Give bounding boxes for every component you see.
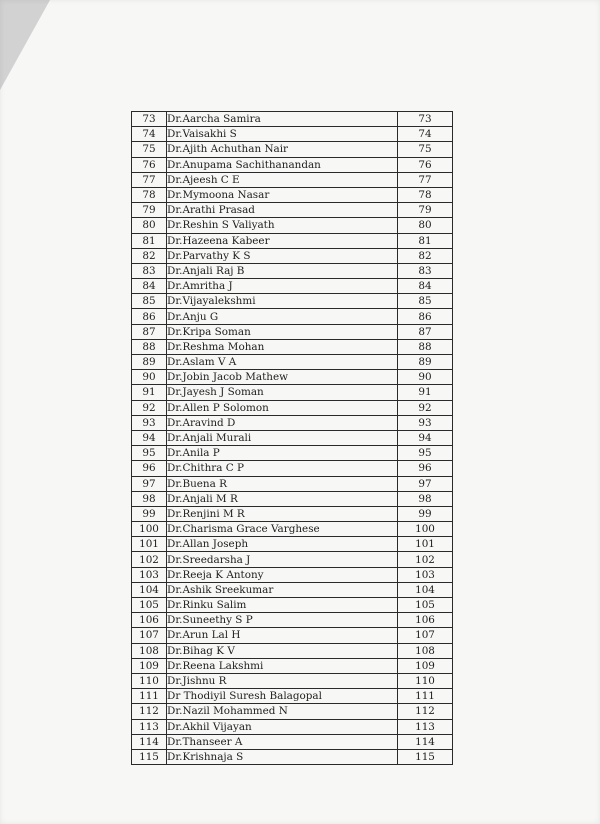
table-row — [132, 567, 453, 582]
roll-number-cell: 92 — [398, 400, 453, 415]
roll-number-cell: 94 — [398, 430, 453, 445]
doctor-name-cell: Dr.Reshma Mohan — [167, 339, 398, 354]
roll-number-cell: 104 — [398, 582, 453, 597]
doctor-name-cell: Dr.Ajith Achuthan Nair — [167, 142, 398, 157]
roll-number-cell: 90 — [398, 370, 453, 385]
roll-number-cell: 103 — [398, 567, 453, 582]
doctor-name-cell: Dr.Jobin Jacob Mathew — [167, 370, 398, 385]
roll-number-cell: 106 — [398, 613, 453, 628]
roll-number-cell: 113 — [398, 719, 453, 734]
table-row — [132, 309, 453, 324]
doctor-name-cell: Dr.Kripa Soman — [167, 324, 398, 339]
doctor-name-cell: Dr.Arun Lal H — [167, 628, 398, 643]
doctor-name-cell: Dr.Aarcha Samira — [167, 112, 398, 127]
table-row — [132, 628, 453, 643]
doctor-name-cell: Dr.Jishnu R — [167, 673, 398, 688]
serial-number-cell: 76 — [132, 157, 167, 172]
roll-number-cell: 108 — [398, 643, 453, 658]
serial-number-cell: 112 — [132, 704, 167, 719]
doctor-name-cell: Dr.Aslam V A — [167, 355, 398, 370]
doctor-name-cell: Dr.Allen P Solomon — [167, 400, 398, 415]
doctor-name-cell: Dr.Charisma Grace Varghese — [167, 522, 398, 537]
roll-number-cell: 80 — [398, 218, 453, 233]
folded-corner — [0, 0, 50, 90]
serial-number-cell: 96 — [132, 461, 167, 476]
serial-number-cell: 108 — [132, 643, 167, 658]
serial-number-cell: 81 — [132, 233, 167, 248]
serial-number-cell: 82 — [132, 248, 167, 263]
roll-number-cell: 77 — [398, 172, 453, 187]
table-row — [132, 324, 453, 339]
roll-number-cell: 114 — [398, 734, 453, 749]
doctor-name-cell: Dr.Sreedarsha J — [167, 552, 398, 567]
doctor-name-cell: Dr.Aravind D — [167, 415, 398, 430]
table-row — [132, 415, 453, 430]
doctor-name-cell: Dr.Buena R — [167, 476, 398, 491]
roll-number-cell: 98 — [398, 491, 453, 506]
table-row — [132, 142, 453, 157]
roll-number-cell: 83 — [398, 263, 453, 278]
serial-number-cell: 90 — [132, 370, 167, 385]
table-row — [132, 461, 453, 476]
table-row — [132, 582, 453, 597]
table-row — [132, 552, 453, 567]
doctor-name-cell: Dr.Reena Lakshmi — [167, 658, 398, 673]
serial-number-cell: 91 — [132, 385, 167, 400]
roll-number-cell: 105 — [398, 598, 453, 613]
doctor-list-table — [131, 111, 453, 765]
serial-number-cell: 83 — [132, 263, 167, 278]
serial-number-cell: 102 — [132, 552, 167, 567]
table-row — [132, 263, 453, 278]
serial-number-cell: 98 — [132, 491, 167, 506]
table-row — [132, 598, 453, 613]
table-row — [132, 187, 453, 202]
table-row — [132, 734, 453, 749]
serial-number-cell: 101 — [132, 537, 167, 552]
serial-number-cell: 80 — [132, 218, 167, 233]
table-row — [132, 430, 453, 445]
doctor-name-cell: Dr.Ajeesh C E — [167, 172, 398, 187]
table-row — [132, 233, 453, 248]
serial-number-cell: 106 — [132, 613, 167, 628]
table-row — [132, 355, 453, 370]
doctor-name-cell: Dr.Akhil Vijayan — [167, 719, 398, 734]
doctor-name-cell: Dr.Reshin S Valiyath — [167, 218, 398, 233]
serial-number-cell: 95 — [132, 446, 167, 461]
roll-number-cell: 112 — [398, 704, 453, 719]
serial-number-cell: 100 — [132, 522, 167, 537]
doctor-name-cell: Dr.Anupama Sachithanandan — [167, 157, 398, 172]
roll-number-cell: 84 — [398, 279, 453, 294]
roll-number-cell: 96 — [398, 461, 453, 476]
table-row — [132, 506, 453, 521]
serial-number-cell: 86 — [132, 309, 167, 324]
roll-number-cell: 107 — [398, 628, 453, 643]
doctor-name-cell: Dr.Vijayalekshmi — [167, 294, 398, 309]
doctor-name-cell: Dr.Anjali M R — [167, 491, 398, 506]
doctor-name-cell: Dr.Nazil Mohammed N — [167, 704, 398, 719]
doctor-name-cell: Dr.Ashik Sreekumar — [167, 582, 398, 597]
roll-number-cell: 82 — [398, 248, 453, 263]
roll-number-cell: 111 — [398, 689, 453, 704]
roll-number-cell: 76 — [398, 157, 453, 172]
table-row — [132, 127, 453, 142]
roll-number-cell: 75 — [398, 142, 453, 157]
table-row — [132, 294, 453, 309]
roll-number-cell: 99 — [398, 506, 453, 521]
table-row — [132, 172, 453, 187]
doctor-name-cell: Dr.Amritha J — [167, 279, 398, 294]
doctor-name-cell: Dr.Parvathy K S — [167, 248, 398, 263]
table-row — [132, 491, 453, 506]
doctor-name-cell: Dr.Vaisakhi S — [167, 127, 398, 142]
table-row — [132, 203, 453, 218]
doctor-name-cell: Dr.Bihag K V — [167, 643, 398, 658]
table-row — [132, 157, 453, 172]
table-row — [132, 248, 453, 263]
table-row — [132, 658, 453, 673]
roll-number-cell: 115 — [398, 749, 453, 764]
serial-number-cell: 87 — [132, 324, 167, 339]
roll-number-cell: 78 — [398, 187, 453, 202]
doctor-name-cell: Dr.Chithra C P — [167, 461, 398, 476]
table-row — [132, 400, 453, 415]
doctor-name-cell: Dr.Anju G — [167, 309, 398, 324]
serial-number-cell: 115 — [132, 749, 167, 764]
serial-number-cell: 88 — [132, 339, 167, 354]
serial-number-cell: 110 — [132, 673, 167, 688]
doctor-name-cell: Dr.Jayesh J Soman — [167, 385, 398, 400]
table-row — [132, 446, 453, 461]
serial-number-cell: 105 — [132, 598, 167, 613]
roll-number-cell: 97 — [398, 476, 453, 491]
roll-number-cell: 88 — [398, 339, 453, 354]
table-row — [132, 370, 453, 385]
serial-number-cell: 113 — [132, 719, 167, 734]
serial-number-cell: 89 — [132, 355, 167, 370]
roll-number-cell: 91 — [398, 385, 453, 400]
doctor-name-cell: Dr.Anila P — [167, 446, 398, 461]
serial-number-cell: 104 — [132, 582, 167, 597]
table-row — [132, 537, 453, 552]
roll-number-cell: 95 — [398, 446, 453, 461]
serial-number-cell: 93 — [132, 415, 167, 430]
roll-number-cell: 85 — [398, 294, 453, 309]
table-row — [132, 643, 453, 658]
doctor-name-cell: Dr.Anjali Murali — [167, 430, 398, 445]
roll-number-cell: 81 — [398, 233, 453, 248]
table-row — [132, 218, 453, 233]
doctor-name-cell: Dr.Reeja K Antony — [167, 567, 398, 582]
roll-number-cell: 79 — [398, 203, 453, 218]
roll-number-cell: 87 — [398, 324, 453, 339]
doctor-name-cell: Dr Thodiyil Suresh Balagopal — [167, 689, 398, 704]
serial-number-cell: 84 — [132, 279, 167, 294]
table-row — [132, 522, 453, 537]
doctor-name-cell: Dr.Allan Joseph — [167, 537, 398, 552]
doctor-name-cell: Dr.Hazeena Kabeer — [167, 233, 398, 248]
table-row — [132, 112, 453, 127]
roll-number-cell: 101 — [398, 537, 453, 552]
table-row — [132, 704, 453, 719]
table-row — [132, 385, 453, 400]
doctor-list-body — [132, 112, 453, 765]
serial-number-cell: 94 — [132, 430, 167, 445]
serial-number-cell: 78 — [132, 187, 167, 202]
serial-number-cell: 97 — [132, 476, 167, 491]
serial-number-cell: 111 — [132, 689, 167, 704]
table-row — [132, 673, 453, 688]
roll-number-cell: 110 — [398, 673, 453, 688]
doctor-name-cell: Dr.Mymoona Nasar — [167, 187, 398, 202]
doctor-name-cell: Dr.Rinku Salim — [167, 598, 398, 613]
roll-number-cell: 86 — [398, 309, 453, 324]
roll-number-cell: 74 — [398, 127, 453, 142]
table-row — [132, 749, 453, 764]
roll-number-cell: 73 — [398, 112, 453, 127]
serial-number-cell: 75 — [132, 142, 167, 157]
doctor-name-cell: Dr.Arathi Prasad — [167, 203, 398, 218]
serial-number-cell: 99 — [132, 506, 167, 521]
serial-number-cell: 107 — [132, 628, 167, 643]
serial-number-cell: 77 — [132, 172, 167, 187]
serial-number-cell: 74 — [132, 127, 167, 142]
serial-number-cell: 79 — [132, 203, 167, 218]
roll-number-cell: 109 — [398, 658, 453, 673]
table-row — [132, 689, 453, 704]
table-row — [132, 613, 453, 628]
roll-number-cell: 102 — [398, 552, 453, 567]
doctor-name-cell: Dr.Thanseer A — [167, 734, 398, 749]
table-row — [132, 476, 453, 491]
doctor-name-cell: Dr.Anjali Raj B — [167, 263, 398, 278]
serial-number-cell: 103 — [132, 567, 167, 582]
table-row — [132, 279, 453, 294]
serial-number-cell: 85 — [132, 294, 167, 309]
table-row — [132, 719, 453, 734]
roll-number-cell: 89 — [398, 355, 453, 370]
table-row — [132, 339, 453, 354]
serial-number-cell: 92 — [132, 400, 167, 415]
serial-number-cell: 73 — [132, 112, 167, 127]
serial-number-cell: 109 — [132, 658, 167, 673]
doctor-name-cell: Dr.Krishnaja S — [167, 749, 398, 764]
roll-number-cell: 93 — [398, 415, 453, 430]
doctor-name-cell: Dr.Suneethy S P — [167, 613, 398, 628]
roll-number-cell: 100 — [398, 522, 453, 537]
serial-number-cell: 114 — [132, 734, 167, 749]
doctor-name-cell: Dr.Renjini M R — [167, 506, 398, 521]
